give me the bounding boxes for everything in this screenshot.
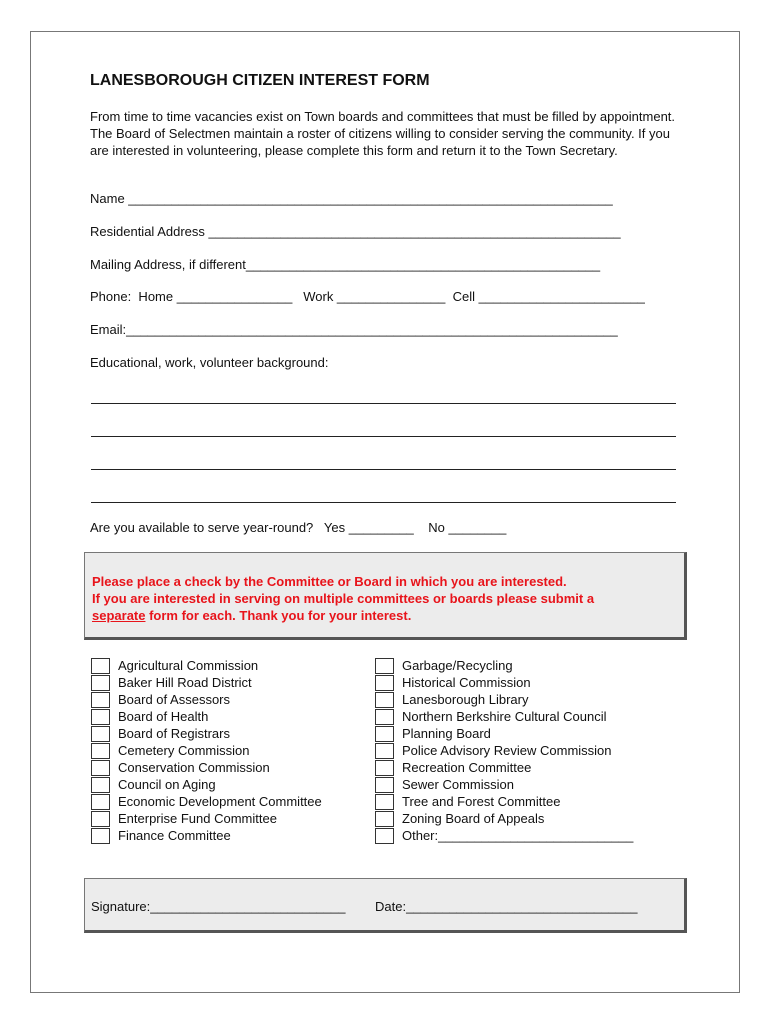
checkbox[interactable] — [375, 811, 394, 827]
checkbox[interactable] — [91, 726, 110, 742]
committee-label[interactable]: Other:___________________________ — [402, 828, 634, 843]
committee-label: Board of Assessors — [118, 692, 230, 707]
form-intro: From time to time vacancies exist on Town boards and committees that must be filled by appointment. The Board of Selectmen maintain a roster of citizens willing to consider serving the community. If you are interested in volunteering, please complete this form and return it to the Town Secretary. — [90, 109, 676, 158]
committee-label: Zoning Board of Appeals — [402, 811, 545, 826]
committee-item — [91, 759, 322, 776]
committee-label: Board of Registrars — [118, 726, 230, 741]
committee-label: Conservation Commission — [118, 760, 270, 775]
committee-label: Recreation Committee — [402, 760, 532, 775]
committee-label: Board of Health — [118, 709, 209, 724]
committee-item — [375, 759, 633, 776]
instructions-text — [92, 573, 672, 624]
committee-item — [375, 827, 633, 844]
name-field[interactable]: Name ___________________________________________________________________ — [90, 191, 613, 206]
checkbox[interactable] — [375, 658, 394, 674]
checkbox[interactable] — [375, 743, 394, 759]
committee-column-left — [91, 657, 322, 844]
committee-label: Finance Committee — [118, 828, 231, 843]
committee-label: Garbage/Recycling — [402, 658, 513, 673]
checkbox[interactable] — [375, 777, 394, 793]
committee-item — [91, 708, 322, 725]
instructions-line-3: form for each. Thank you for your interest. — [145, 608, 412, 623]
checkbox[interactable] — [375, 794, 394, 810]
committee-item — [91, 725, 322, 742]
checkbox[interactable] — [91, 743, 110, 759]
checkbox[interactable] — [91, 777, 110, 793]
committee-item — [375, 691, 633, 708]
committee-item — [91, 793, 322, 810]
committee-item — [375, 776, 633, 793]
checkbox[interactable] — [375, 726, 394, 742]
committee-item — [91, 657, 322, 674]
availability-field[interactable]: Are you available to serve year-round? Yes _________ No ________ — [90, 520, 507, 535]
committee-label: Enterprise Fund Committee — [118, 811, 277, 826]
checkbox[interactable] — [91, 794, 110, 810]
committee-item — [91, 776, 322, 793]
checkbox[interactable] — [91, 692, 110, 708]
committee-label: Planning Board — [402, 726, 491, 741]
phone-fields[interactable]: Phone: Home ________________ Work _______________ Cell _______________________ — [90, 289, 645, 304]
form-page-border — [30, 31, 740, 993]
committee-label: Northern Berkshire Cultural Council — [402, 709, 607, 724]
signature-box — [84, 878, 687, 933]
form-title: LANESBOROUGH CITIZEN INTEREST FORM — [90, 72, 430, 89]
checkbox[interactable] — [375, 692, 394, 708]
checkbox[interactable] — [375, 709, 394, 725]
background-line-2[interactable] — [91, 436, 676, 437]
checkbox[interactable] — [91, 658, 110, 674]
instructions-emphasis: separate — [92, 608, 146, 623]
background-line-1[interactable] — [91, 403, 676, 404]
checkbox[interactable] — [91, 675, 110, 691]
background-line-4[interactable] — [91, 502, 676, 503]
checkbox[interactable] — [91, 811, 110, 827]
checkbox[interactable] — [91, 828, 110, 844]
checkbox[interactable] — [375, 828, 394, 844]
committee-column-right — [375, 657, 633, 844]
background-label: Educational, work, volunteer background: — [90, 355, 329, 370]
residential-address-field[interactable]: Residential Address _________________________________________________________ — [90, 224, 621, 239]
committee-label: Sewer Commission — [402, 777, 514, 792]
date-field[interactable]: Date:________________________________ — [375, 899, 638, 914]
committee-item — [91, 742, 322, 759]
committee-label: Baker Hill Road District — [118, 675, 252, 690]
mailing-address-field[interactable]: Mailing Address, if different_________________________________________________ — [90, 257, 601, 272]
checkbox[interactable] — [375, 760, 394, 776]
committee-label: Police Advisory Review Commission — [402, 743, 612, 758]
committee-label: Council on Aging — [118, 777, 216, 792]
committee-label: Tree and Forest Committee — [402, 794, 561, 809]
committee-item — [91, 827, 322, 844]
committee-label: Historical Commission — [402, 675, 531, 690]
committee-item — [91, 810, 322, 827]
committee-label: Agricultural Commission — [118, 658, 259, 673]
committee-label: Cemetery Commission — [118, 743, 250, 758]
instructions-line-2: If you are interested in serving on multiple committees or boards please submit a — [92, 591, 595, 606]
background-line-3[interactable] — [91, 469, 676, 470]
committee-item — [375, 708, 633, 725]
signature-field[interactable]: Signature:___________________________ — [91, 899, 346, 914]
committee-item — [375, 725, 633, 742]
committee-label: Lanesborough Library — [402, 692, 529, 707]
email-field[interactable]: Email:____________________________________________________________________ — [90, 322, 618, 337]
committee-item — [375, 810, 633, 827]
committee-label: Economic Development Committee — [118, 794, 322, 809]
committee-item — [375, 657, 633, 674]
committee-item — [375, 742, 633, 759]
checkbox[interactable] — [91, 709, 110, 725]
committee-item — [375, 674, 633, 691]
checkbox[interactable] — [91, 760, 110, 776]
checkbox[interactable] — [375, 675, 394, 691]
committee-item — [91, 674, 322, 691]
committee-item — [375, 793, 633, 810]
instructions-box — [84, 552, 687, 640]
instructions-line-1: Please place a check by the Committee or Board in which you are interested. — [92, 574, 567, 589]
committee-item — [91, 691, 322, 708]
